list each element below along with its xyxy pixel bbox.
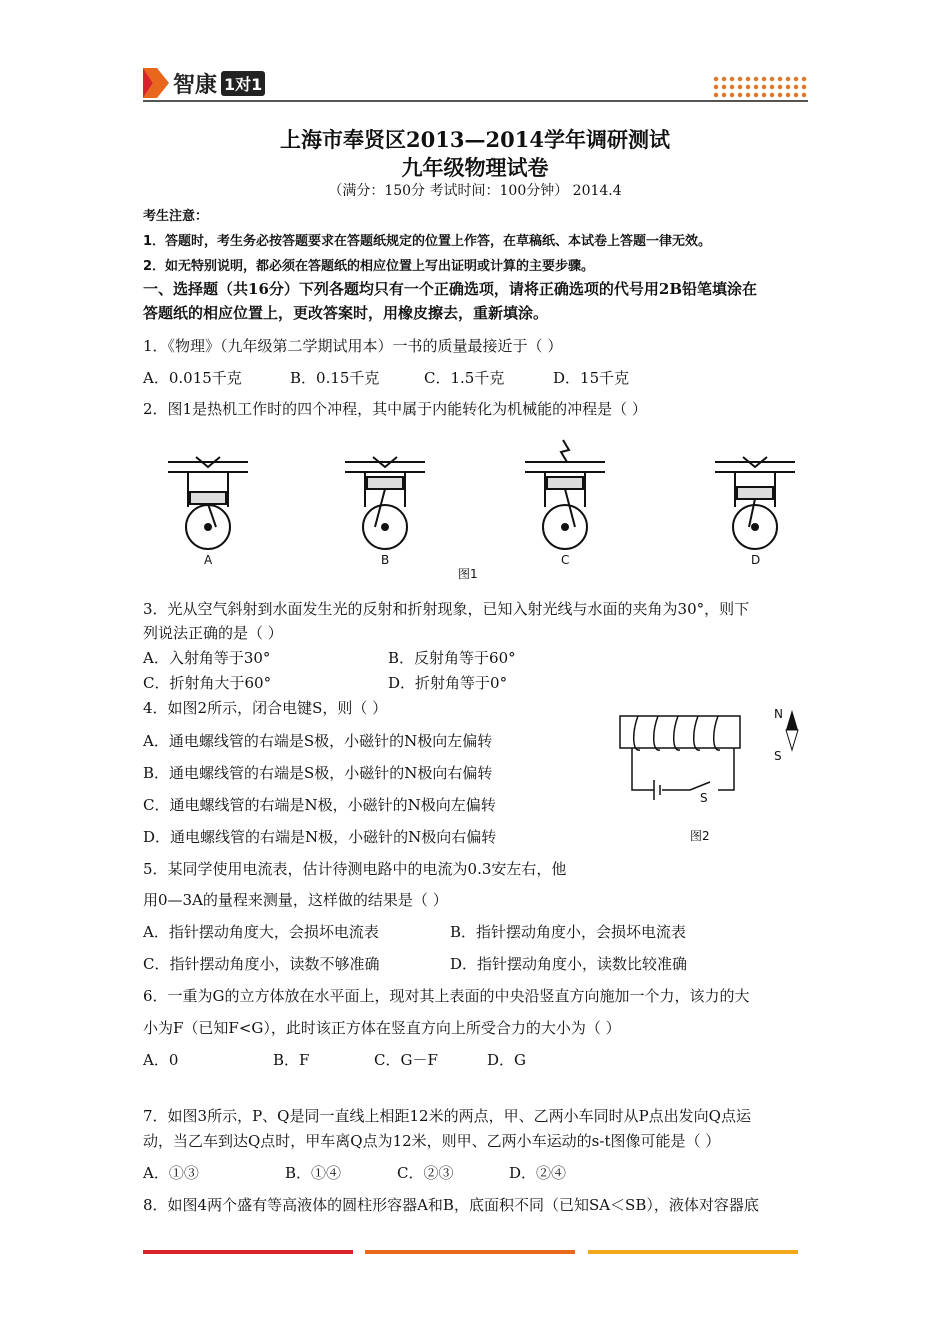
q6-option-c: C．G－F — [374, 1051, 438, 1069]
q4-option-a: A．通电螺线管的右端是S极，小磁针的N极向左偏转 — [143, 732, 493, 750]
fig1-label-d: D — [751, 553, 761, 567]
q5-option-c: C．指针摆动角度小，读数不够准确 — [143, 955, 380, 973]
q7-option-b: B．①④ — [285, 1164, 342, 1182]
q3-option-b: B．反射角等于60° — [388, 649, 516, 667]
fig2-caption: 图2 — [690, 829, 710, 843]
q1-stem: 1．《物理》（九年级第二学期试用本）一书的质量最接近于（ ） — [143, 337, 563, 355]
q7-stem-1: 7．如图3所示，P、Q是同一直线上相距12米的两点，甲、乙两小车同时从P点出发向Q点运 — [143, 1107, 751, 1125]
footer-bar-yellow — [588, 1250, 798, 1254]
q3-stem-1: 3．光从空气斜射到水面发生光的反射和折射现象，已知入射光线与水面的夹角为30°，则下 — [143, 600, 750, 618]
fig1-label-c: C — [561, 553, 570, 567]
figure-1-engine-strokes — [160, 432, 810, 582]
engine-a-diagram — [168, 457, 248, 549]
footer-bar-red — [143, 1250, 353, 1254]
q4-option-b: B．通电螺线管的右端是S极，小磁针的N极向右偏转 — [143, 764, 493, 782]
q6-stem-1: 6．一重为G的立方体放在水平面上，现对其上表面的中央沿竖直方向施加一个力，该力的大 — [143, 987, 750, 1005]
q1-option-b: B．0.15千克 — [290, 369, 380, 387]
q4-option-c: C．通电螺线管的右端是N极，小磁针的N极向左偏转 — [143, 796, 496, 814]
q1-option-c: C．1.5千克 — [424, 369, 505, 387]
q8-stem: 8．如图4两个盛有等高液体的圆柱形容器A和B，底面积不同（已知SA＜SB），液体对容器底 — [143, 1196, 759, 1214]
q5-stem-1: 5．某同学使用电流表，估计待测电路中的电流为0.3安左右，他 — [143, 860, 567, 878]
q2-stem: 2．图1是热机工作时的四个冲程，其中属于内能转化为机械能的冲程是（ ） — [143, 400, 647, 418]
section1-instruction-2: 答题纸的相应位置上，更改答案时，用橡皮擦去，重新填涂。 — [143, 304, 549, 322]
q5-option-d: D．指针摆动角度小，读数比较准确 — [450, 955, 688, 973]
exam-info: （满分：150分 考试时间：100分钟） 2014.4 — [328, 183, 622, 199]
q7-option-c: C．②③ — [397, 1164, 454, 1182]
notice-item-1: 1．答题时，考生务必按答题要求在答题纸规定的位置上作答，在草稿纸、本试卷上答题一律无效。 — [143, 234, 712, 249]
header-dots-decoration — [712, 75, 808, 99]
fig1-caption: 图1 — [458, 567, 478, 581]
notice-item-2: 2．如无特别说明，都必须在答题纸的相应位置上写出证明或计算的主要步骤。 — [143, 259, 595, 274]
q5-option-a: A．指针摆动角度大，会损坏电流表 — [143, 923, 379, 941]
q6-stem-2: 小为F（已知F<G），此时该正方体在竖直方向上所受合力的大小为（ ） — [143, 1019, 621, 1037]
q3-option-a: A．入射角等于30° — [143, 649, 271, 667]
fig1-label-b: B — [381, 553, 390, 567]
fig2-north-label: N — [774, 707, 783, 721]
q1-option-a: A．0.015千克 — [143, 369, 242, 387]
fig2-south-label: S — [774, 749, 782, 763]
logo-mark-icon — [143, 68, 169, 98]
page-subtitle: 九年级物理试卷 — [401, 155, 549, 180]
engine-d-diagram — [715, 457, 795, 549]
q7-option-a: A．①③ — [143, 1164, 199, 1182]
section1-instruction-1: 一、选择题（共16分）下列各题均只有一个正确选项，请将正确选项的代号用2B铅笔填涂在 — [143, 280, 757, 298]
q5-stem-2: 用0—3A的量程来测量，这样做的结果是（ ） — [143, 891, 448, 909]
brand-logo — [143, 66, 265, 100]
q4-stem: 4．如图2所示，闭合电键S，则（ ） — [143, 699, 388, 717]
figure-2-solenoid — [610, 702, 810, 847]
q4-option-d: D．通电螺线管的右端是N极，小磁针的N极向右偏转 — [143, 828, 497, 846]
brand-badge: 1对1 — [221, 71, 265, 96]
fig1-label-a: A — [204, 553, 213, 567]
brand-name: 智康 — [173, 72, 218, 98]
q7-stem-2: 动，当乙车到达Q点时，甲车离Q点为12米，则甲、乙两小车运动的s-t图像可能是（ ） — [143, 1132, 721, 1150]
q7-option-d: D．②④ — [509, 1164, 567, 1182]
header-divider — [143, 100, 808, 102]
q6-option-a: A．0 — [143, 1051, 179, 1069]
notice-heading: 考生注意： — [143, 209, 209, 224]
q3-stem-2: 列说法正确的是（ ） — [143, 624, 283, 642]
q3-option-c: C．折射角大于60° — [143, 674, 272, 692]
q6-option-d: D．G — [487, 1051, 527, 1069]
fig2-switch-label: S — [700, 791, 708, 805]
q1-option-d: D．15千克 — [553, 369, 630, 387]
footer-bar-orange — [365, 1250, 575, 1254]
engine-b-diagram — [345, 457, 425, 549]
q6-option-b: B．F — [273, 1051, 310, 1069]
q5-option-b: B．指针摆动角度小，会损坏电流表 — [450, 923, 687, 941]
engine-c-diagram — [525, 440, 605, 549]
q3-option-d: D．折射角等于0° — [388, 674, 508, 692]
page-title: 上海市奉贤区2013—2014学年调研测试 — [280, 127, 670, 152]
